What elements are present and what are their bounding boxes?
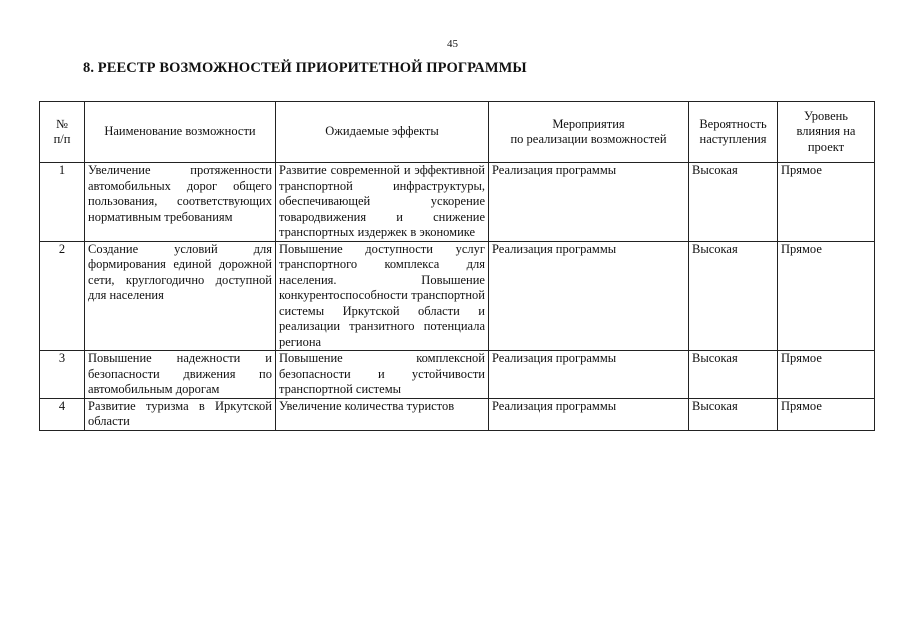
cell-probability: Высокая <box>689 241 778 351</box>
cell-measures: Реализация программы <box>489 398 689 430</box>
cell-influence: Прямое <box>778 241 875 351</box>
cell-probability: Высокая <box>689 163 778 242</box>
cell-influence: Прямое <box>778 351 875 399</box>
cell-num: 2 <box>40 241 85 351</box>
cell-measures: Реализация программы <box>489 241 689 351</box>
cell-influence: Прямое <box>778 163 875 242</box>
cell-num: 4 <box>40 398 85 430</box>
cell-effects: Повышение комплексной безопасности и устойчивости транспортной системы <box>276 351 489 399</box>
opportunities-registry-table <box>39 101 875 431</box>
page-number: 45 <box>447 38 458 50</box>
cell-measures: Реализация программы <box>489 163 689 242</box>
table-row <box>40 351 875 399</box>
cell-name: Увеличение протяженности автомобильных дорог общего пользования, соответствующих нормативным требованиям <box>85 163 276 242</box>
cell-name: Повышение надежности и безопасности движения по автомобильным дорогам <box>85 351 276 399</box>
cell-effects: Повышение доступности услуг транспортного комплекса для населения. Повышение конкурентоспособности транспортной системы Иркутской области и реализации транзитного потенциала региона <box>276 241 489 351</box>
cell-name: Развитие туризма в Иркутской области <box>85 398 276 430</box>
header-influence: Уровень влияния на проект <box>778 102 875 163</box>
cell-effects: Развитие современной и эффективной транспортной инфраструктуры, обеспечивающей ускорение товародвижения и снижение транспортных издержек в экономике <box>276 163 489 242</box>
cell-name: Создание условий для формирования единой дорожной сети, круглогодично доступной для населения <box>85 241 276 351</box>
header-name: Наименование возможности <box>85 102 276 163</box>
cell-num: 3 <box>40 351 85 399</box>
cell-probability: Высокая <box>689 398 778 430</box>
header-effects: Ожидаемые эффекты <box>276 102 489 163</box>
header-probability: Вероятность наступления <box>689 102 778 163</box>
table-header-row <box>40 102 875 163</box>
header-measures: Мероприятия по реализации возможностей <box>489 102 689 163</box>
page-title: 8. РЕЕСТР ВОЗМОЖНОСТЕЙ ПРИОРИТЕТНОЙ ПРОГРАММЫ <box>83 60 527 76</box>
cell-probability: Высокая <box>689 351 778 399</box>
cell-influence: Прямое <box>778 398 875 430</box>
cell-effects: Увеличение количества туристов <box>276 398 489 430</box>
header-num: № п/п <box>40 102 85 163</box>
cell-measures: Реализация программы <box>489 351 689 399</box>
cell-num: 1 <box>40 163 85 242</box>
table-row <box>40 163 875 242</box>
table-row <box>40 241 875 351</box>
table-row <box>40 398 875 430</box>
